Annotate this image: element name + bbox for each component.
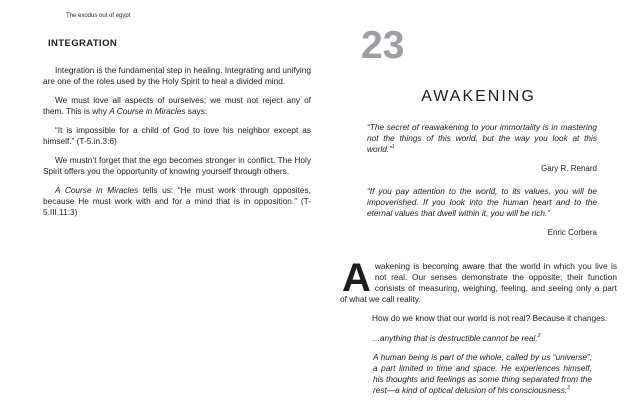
body-paragraph xyxy=(340,256,617,305)
body-paragraph xyxy=(43,95,311,117)
body-paragraph: We mustn’t forget that the ego becomes stronger in conflict. The Holy Spirit offers you the opportunity of knowing yourself through others. xyxy=(43,155,311,176)
left-page xyxy=(43,0,311,218)
footnote-marker: 3 xyxy=(567,385,570,392)
text-run: says: xyxy=(185,106,208,116)
body-paragraph: How do we know that our world is not real? Because it changes. xyxy=(372,313,608,323)
chapter-number: 23 xyxy=(361,24,405,67)
text-run: “The secret of reawakening to your immortality is in mastering not the things of this world, but the way you look at this world.” xyxy=(367,122,597,154)
text-run: A human being is part of the whole, called by us “universe”; a part limited in time and space. He experiences himself, his thoughts and feelings as some thing separated from the rest—a kind of optical delusion of his consciousness. xyxy=(373,352,592,395)
epigraph-quote xyxy=(367,186,597,219)
book-title-italic: A Course in Miracles xyxy=(55,185,139,195)
drop-cap: A xyxy=(342,256,371,300)
text-run: We must love all aspects of ourselves; we must not reject any of them. This is why xyxy=(43,95,311,116)
inner-quote xyxy=(373,333,592,344)
section-title: INTEGRATION xyxy=(48,38,118,49)
body-paragraph: Integration is the fundamental step in healing. Integrating and unifying are one of the roles used by the Holy Spirit to heal a divided mind. xyxy=(43,65,311,86)
body-paragraph xyxy=(43,185,311,218)
epigraph-quote xyxy=(367,122,597,155)
epigraph-attribution: Gary R. Renard xyxy=(540,164,597,173)
epigraph xyxy=(367,186,597,238)
footnote-marker: 2 xyxy=(537,333,541,340)
text-run: tells us: “He must work through opposites, because He must work with and for a mind that is in opposition.” (T-5.III.11:3) xyxy=(43,185,311,217)
chapter-title: AWAKENING xyxy=(421,88,536,105)
chapter-body xyxy=(340,256,617,396)
footnote-marker: 1 xyxy=(391,144,395,151)
epigraph-attribution: Enric Corbera xyxy=(547,228,597,237)
inner-quote xyxy=(373,352,592,396)
text-run: “If you pay attention to the world, to its values, you will be impoverished. If you look into the human heart and to the eternal values that dwell within it, you will be rich.” xyxy=(367,186,597,218)
body-paragraph-quote: “It is impossible for a child of God to love his neighbor except as himself.” (T-5.in.3:6) xyxy=(43,125,311,146)
text-run: ...anything that is destructible cannot be real. xyxy=(373,333,538,343)
text-run: wakening is becoming aware that the world in which you live is not real. Our senses demonstrate the opposite; their function consists of measuring, weighing, feeling, and seeing only a part of what we call reality. xyxy=(340,261,617,304)
running-header: The exodus out of egypt xyxy=(66,13,131,19)
epigraph xyxy=(367,122,597,174)
book-title-italic: A Course in Miracles xyxy=(109,106,186,116)
